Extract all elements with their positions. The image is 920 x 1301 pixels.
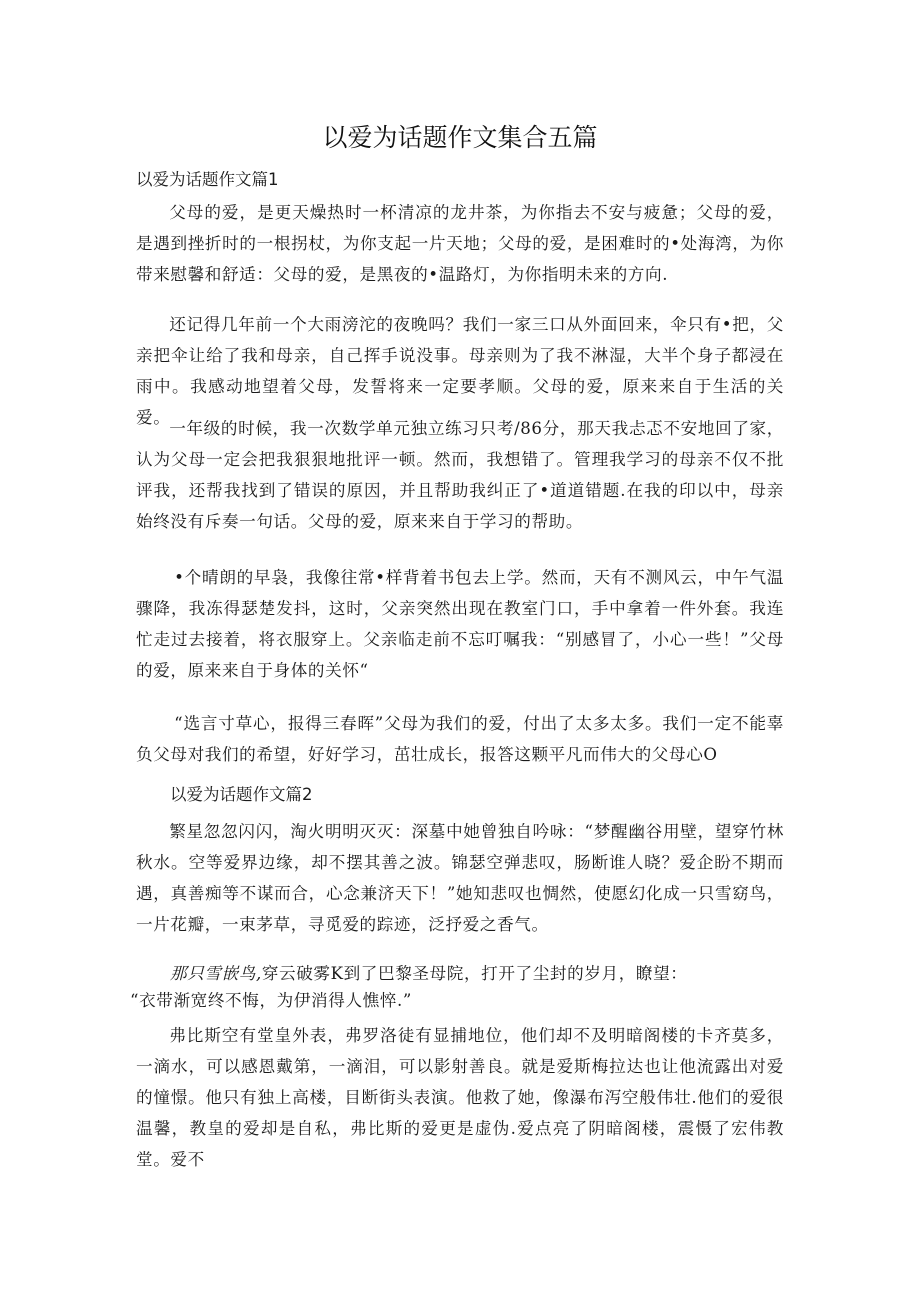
section-1-paragraph-1: 父母的爱，是更天燥热时一杯清凉的龙井茶，为你指去不安与疲惫；父母的爱，是遇到挫折时的一根拐杖，为你支起一片天地；父母的爱，是困难时的•处海湾，为你带来慰馨和舒适：父母的爱，是黑夜的•温路灯，为你指明未来的方向.	[136, 203, 784, 284]
italic-line-rest: 穿云破雾K到了巴黎圣母院，打开了尘封的岁月，瞭望：	[261, 964, 688, 983]
section-1-paragraph-3: 一年级的时候，我一次数学单元独立练习只考/86分，那天我忐忑不安地回了家，认为父母一定会把我狠狠地批评一顿。然而，我想错了。管理我学习的母亲不仅不批评我，还帮我找到了错误的原因，并且帮助我纠正了•道道错题.在我的印以中，母亲始终没有斥奏一句话。父母的爱，原来来自于学习的帮助。	[136, 419, 784, 531]
section-2-paragraph-2: 弗比斯空有堂皇外表，弗罗洛徒有显捕地位，他们却不及明暗阁楼的卡齐莫多，一滴水，可以感恩戴第，一滴泪，可以影射善良。就是爱斯梅拉达也让他流露出对爱的憧憬。他只有独上高楼，目断街头表演。他救了她，像瀑布泻空般伟壮.他们的爱很温馨，教皇的爱却是自私，弗比斯的爱更是虚伪.爱点亮了阴暗阁楼，震慑了宏伟教堂。爱不	[136, 1026, 784, 1169]
italic-line	[170, 960, 688, 984]
section-1-paragraph-2: 还记得几年前一个大雨滂沱的夜晚吗？我们一家三口从外面回来，伞只有•把，父亲把伞让给了我和母亲，自己挥手说没事。母亲则为了我不淋湿，大半个身子都浸在雨中。我感动地望着父母，发誓将来一定要孝顺。父母的爱，原来来自于生活的关爱。	[136, 315, 784, 427]
section-1-paragraph-4: •个晴朗的早袅，我像往常•样背着书包去上学。然而，天有不测风云，中午气温骤降，我冻得瑟楚发抖，这时，父亲突然出现在教室门口，手中拿着一件外套。我连忙走过去接着，将衣服穿上。父亲临走前不忘叮嘱我：“别感冒了，小心一些！”父母的爱，原来来自于身体的关怀“	[136, 568, 784, 680]
quote-line: “衣带渐宽终不悔，为伊消得人憔悴.”	[130, 991, 412, 1010]
section-1-paragraph-5: “选言寸草心，报得三春晖”父母为我们的爱，付出了太多太多。我们一定不能辜负父母对我们的希望，好好学习，茁壮成长，报答这颗平凡而伟大的父母心O	[136, 714, 784, 764]
italic-phrase: 那只雪嵌鸟,	[170, 964, 262, 983]
section-heading-2: 以爱为话题作文篇2	[170, 785, 313, 804]
document-title: 以爱为话题作文集合五篇	[322, 123, 598, 152]
section-heading-1: 以爱为话题作文篇1	[136, 170, 279, 189]
section-2-paragraph-1: 繁星忽忽闪闪，淘火明明灭灭：深墓中她曾独自吟咏：“梦醒幽谷用壁，望穿竹林秋水。空等爱界边缘，却不摆其善之波。锦瑟空弹悲叹，肠断谁人晓？爱企盼不期而遇，真善痴等不谋而合，心念兼济天下！”她知悲叹也惆然，使愿幻化成一只雪窈鸟，一片花瓣，一束茅草，寻觅爱的踪迹，泛抒爱之香气。	[136, 822, 784, 934]
